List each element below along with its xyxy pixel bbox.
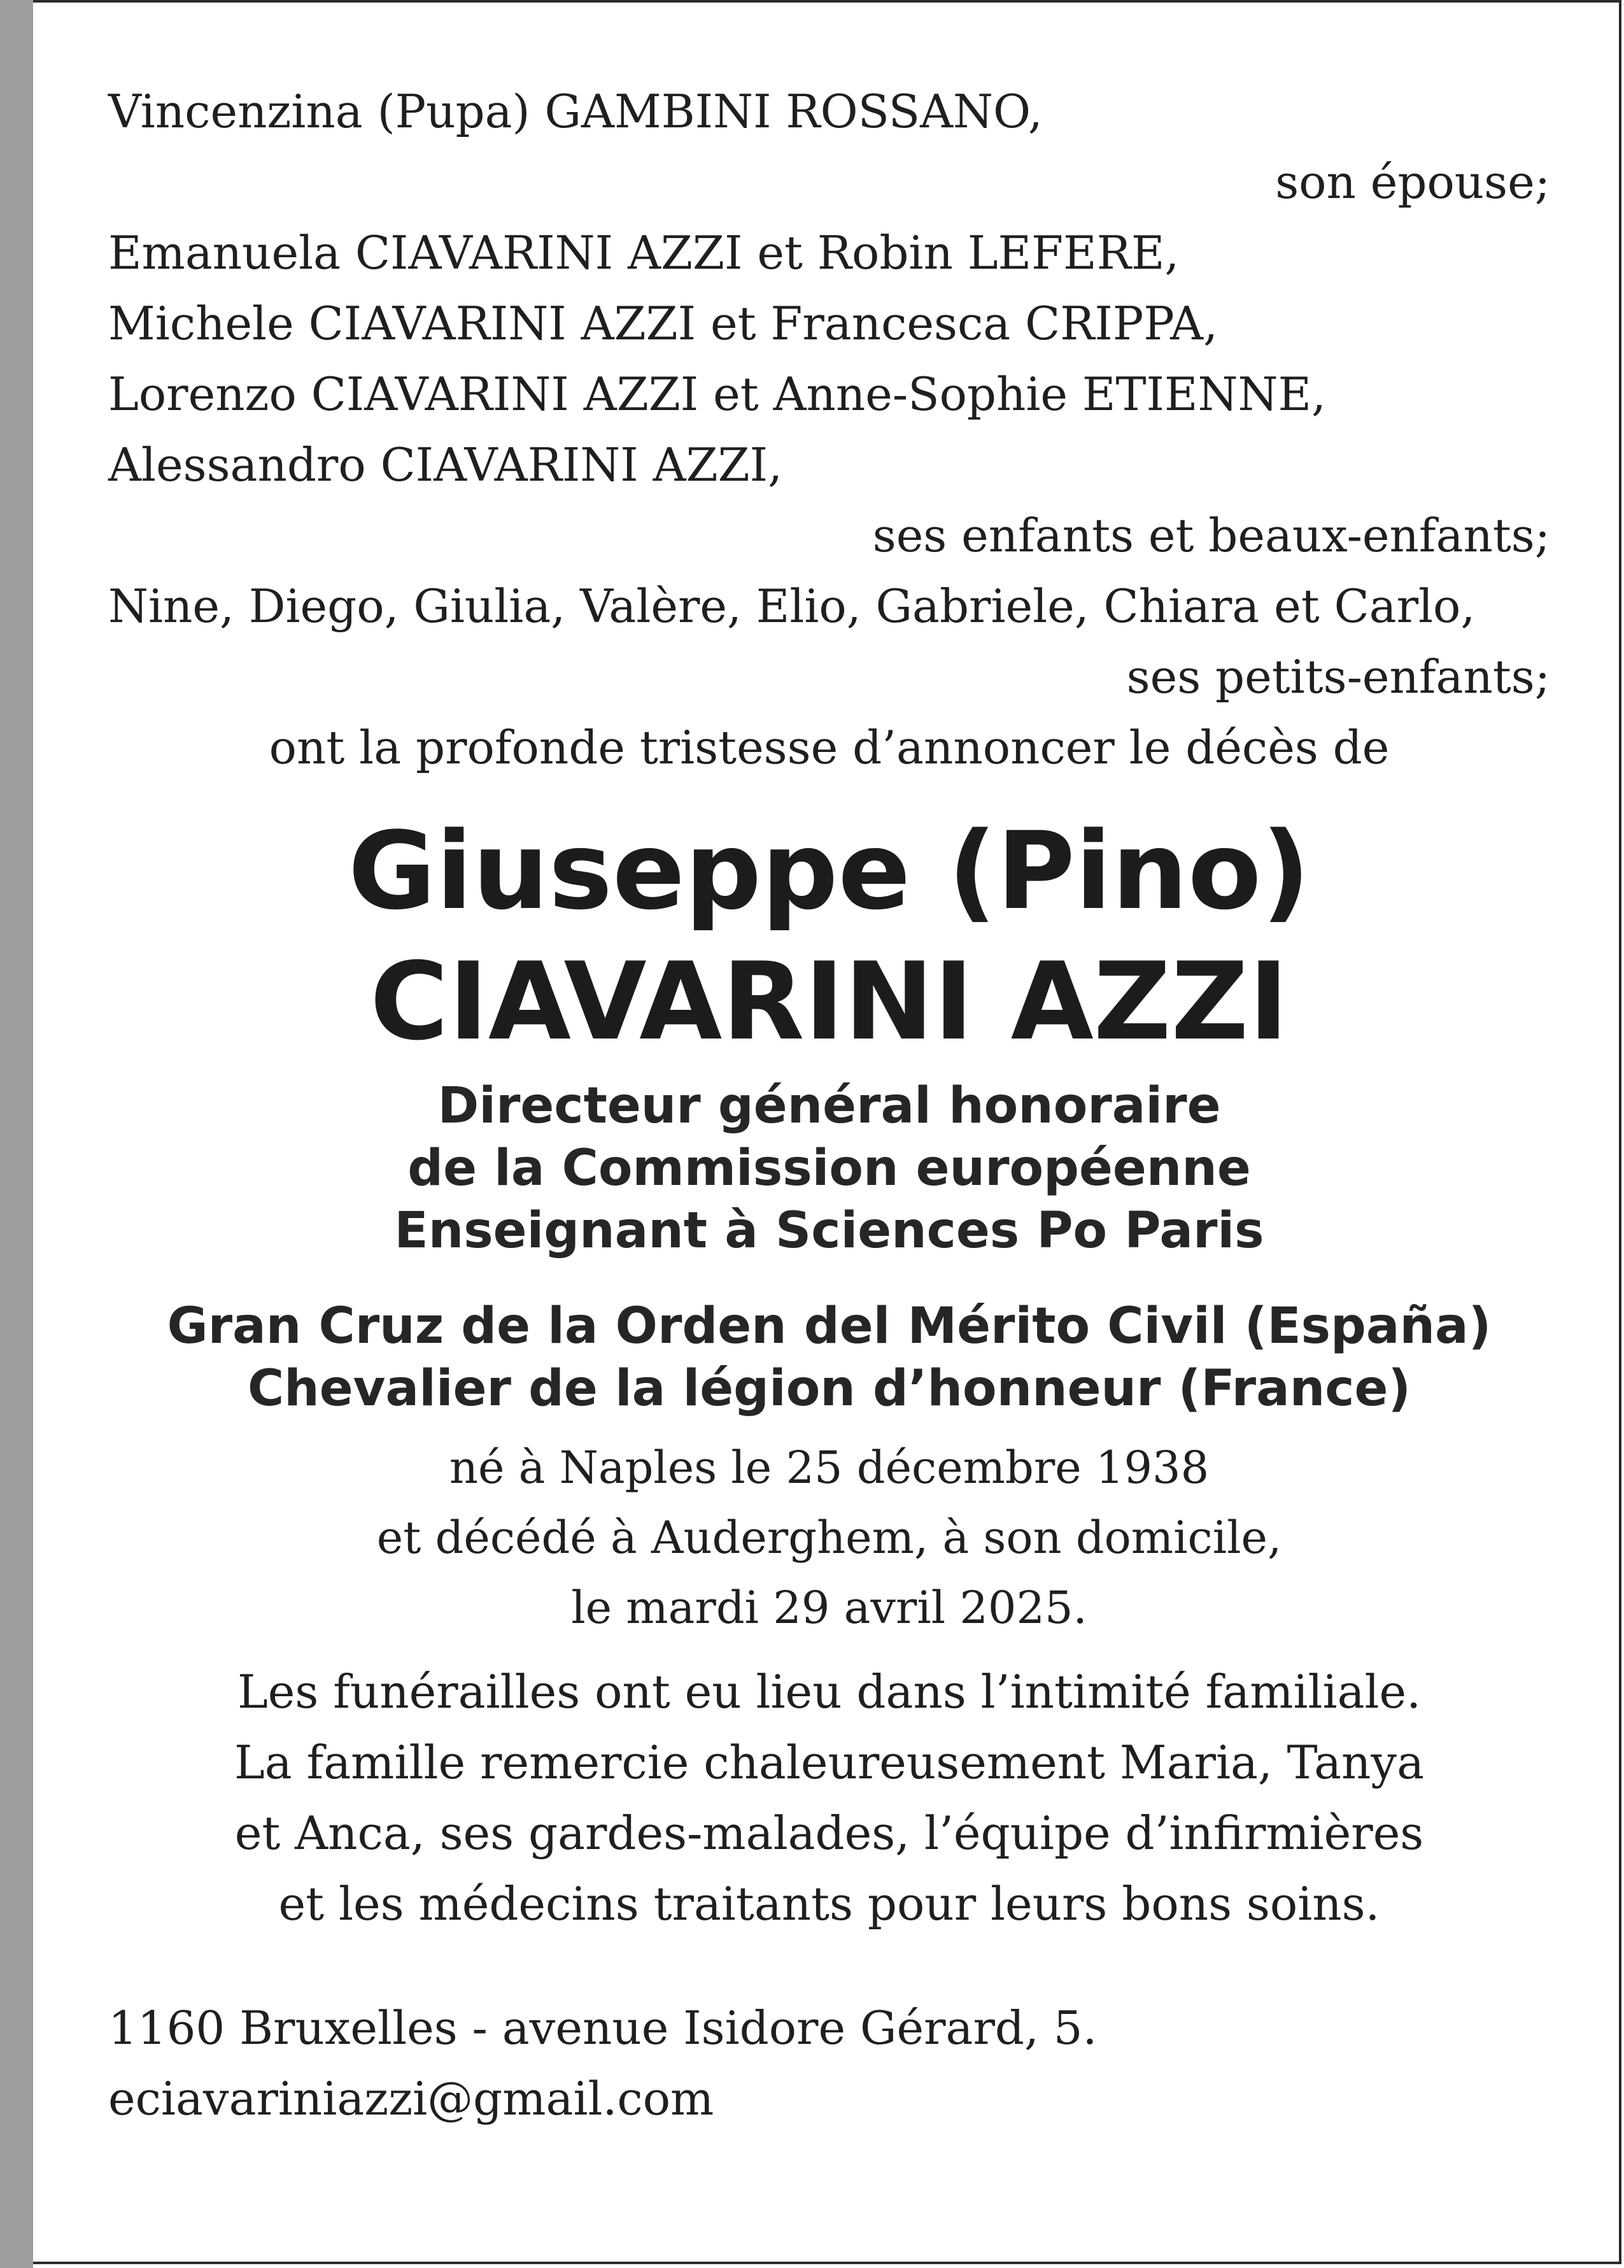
title-line: de la Commission européenne (407, 1140, 1251, 1197)
title-line: Directeur général honoraire (437, 1077, 1221, 1135)
deceased-first-name: Giuseppe (Pino) (348, 809, 1311, 933)
honours-block (108, 1295, 1550, 1420)
grandchildren-names: Nine, Diego, Giulia, Valère, Elio, Gabriele, Chiara et Carlo, (108, 579, 1476, 633)
spouse-name: Vincenzina (Pupa) GAMBINI ROSSANO, (108, 85, 1043, 138)
funeral-block (108, 1657, 1550, 1939)
date-line: et décédé à Auderghem, à son domicile, (376, 1512, 1282, 1564)
deceased-last-name: CIAVARINI AZZI (370, 939, 1289, 1064)
honour-line: Gran Cruz de la Orden del Mérito Civil (España) (167, 1298, 1492, 1355)
contact-block (108, 1993, 1550, 2134)
honour-line: Chevalier de la légion d’honneur (France) (247, 1360, 1411, 1417)
title-line: Enseignant à Sciences Po Paris (394, 1202, 1264, 1259)
spouse-relation: son épouse; (1275, 155, 1550, 209)
address: 1160 Bruxelles - avenue Isidore Gérard, 5. (108, 2001, 1098, 2055)
date-line: né à Naples le 25 décembre 1938 (449, 1442, 1210, 1494)
email-address: eciavariniazzi@gmail.com (108, 2072, 714, 2125)
funeral-line: et les médecins traitants pour leurs bons soins. (278, 1877, 1380, 1931)
funeral-line: La famille remercie chaleureusement Maria, Tanya (234, 1736, 1424, 1789)
funeral-line: Les funérailles ont eu lieu dans l’intimité familiale. (237, 1665, 1422, 1719)
dates-block (108, 1433, 1550, 1643)
funeral-line: et Anca, ses gardes-malades, l’équipe d’infirmières (234, 1806, 1424, 1860)
announcement: ont la profonde tristesse d’annoncer le décès de (269, 721, 1390, 774)
grandchildren-relation: ses petits-enfants; (1126, 650, 1550, 704)
date-line: le mardi 29 avril 2025. (571, 1582, 1087, 1634)
child-line: Lorenzo CIAVARINI AZZI et Anne-Sophie ETIENNE, (108, 367, 1326, 421)
child-line: Michele CIAVARINI AZZI et Francesca CRIPPA, (108, 297, 1218, 350)
titles-block (108, 1075, 1550, 1262)
child-line: Alessandro CIAVARINI AZZI, (108, 438, 782, 492)
child-line: Emanuela CIAVARINI AZZI et Robin LEFERE, (108, 226, 1180, 280)
left-side-bar (0, 0, 33, 2268)
children-relation: ses enfants et beaux-enfants; (872, 509, 1550, 562)
obituary-notice (108, 76, 1550, 2134)
